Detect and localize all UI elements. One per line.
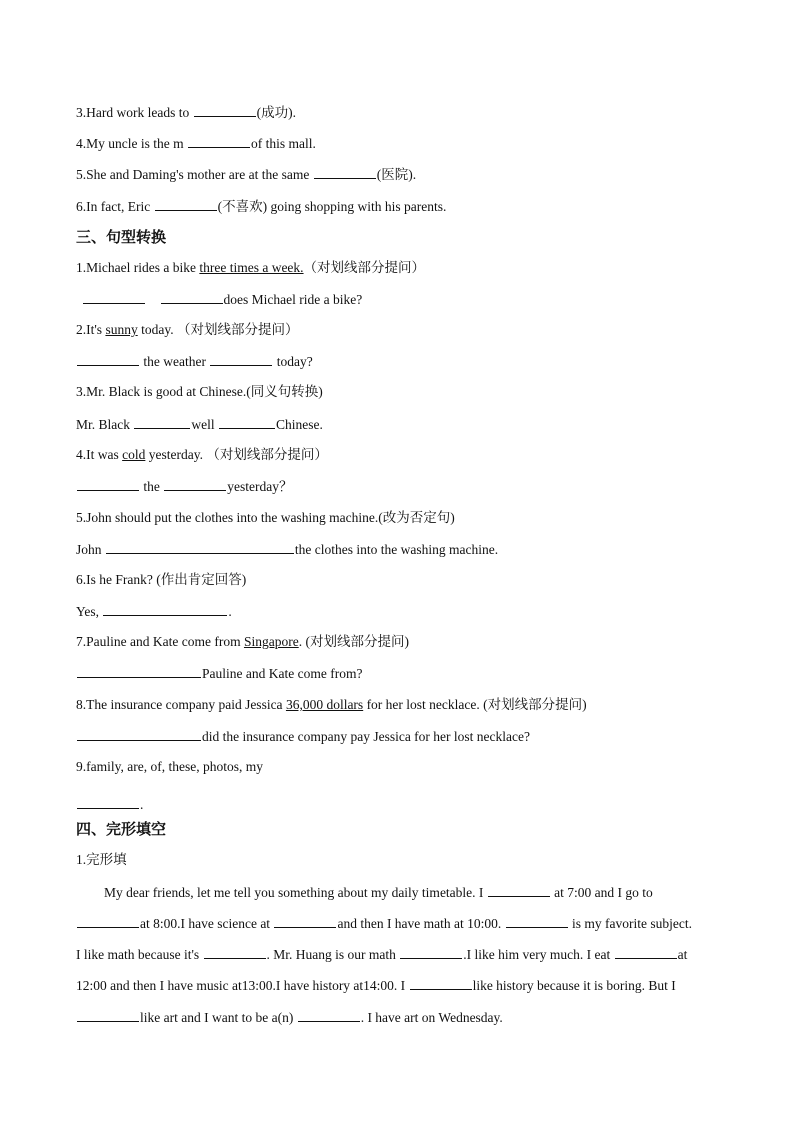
question-text: 4.It was [76, 447, 123, 462]
question-text: going shopping with his parents. [267, 199, 447, 214]
answer-blank[interactable] [106, 540, 294, 554]
question-text: 6.In fact, Eric [76, 199, 154, 214]
cloze-blank[interactable] [77, 1008, 139, 1022]
cloze-blank[interactable] [298, 1008, 360, 1022]
cloze-text: . Mr. Huang is our math [266, 947, 400, 962]
question-text: 2.It's [76, 322, 106, 337]
cloze-line-1 [104, 883, 653, 902]
s3-answer-1 [82, 290, 362, 309]
s3-question-6: 6.Is he Frank? (作出肯定回答) [76, 572, 247, 587]
s3-question-9: 9.family, are, of, these, photos, my [76, 759, 263, 774]
question-text: 5.She and Daming's mother are at the same [76, 167, 313, 182]
s3-question-8 [76, 696, 587, 714]
answer-blank[interactable] [77, 727, 201, 741]
answer-blank[interactable] [188, 134, 250, 148]
question-5 [76, 165, 416, 184]
cloze-text: 12:00 and then I have music at13:00.I have history at14:00. I [76, 978, 409, 993]
answer-text: did the insurance company pay Jessica for her lost necklace? [202, 729, 530, 744]
answer-text: Mr. Black [76, 417, 134, 432]
underlined-text: sunny [105, 322, 138, 337]
instruction-text: for her lost necklace. (对划线部分提问) [363, 697, 587, 712]
answer-blank[interactable] [314, 165, 376, 179]
instruction-text: . (对划线部分提问) [298, 634, 409, 649]
s3-answer-4 [76, 477, 292, 496]
cloze-blank[interactable] [506, 914, 568, 928]
instruction-text: yesterday. （对划线部分提问） [145, 447, 328, 462]
instruction-text: （对划线部分提问） [303, 260, 426, 275]
hint-text: (医院). [376, 167, 417, 182]
answer-text: does Michael ride a bike? [223, 292, 363, 307]
answer-blank[interactable] [83, 290, 145, 304]
question-text: 1.Michael rides a bike [76, 260, 200, 275]
question-3 [76, 103, 296, 122]
s3-question-7 [76, 633, 409, 651]
answer-blank[interactable] [161, 290, 223, 304]
instruction-text: today. （对划线部分提问） [137, 322, 299, 337]
answer-text: Yes, [76, 604, 103, 619]
section-3-title: 三、句型转换 [76, 228, 167, 246]
cloze-text: like art and I want to be a(n) [140, 1010, 297, 1025]
answer-blank[interactable] [77, 352, 139, 366]
cloze-text: I like math because it's [76, 947, 203, 962]
underlined-text: three times a week. [199, 260, 304, 275]
answer-blank[interactable] [134, 415, 190, 429]
section-4-title: 四、完形填空 [76, 820, 167, 838]
question-6 [76, 197, 446, 216]
answer-blank[interactable] [155, 197, 217, 211]
s3-answer-9 [76, 795, 143, 814]
answer-text: John [76, 542, 105, 557]
hint-text: (成功). [256, 105, 296, 120]
cloze-text: at 7:00 and I go to [550, 885, 653, 900]
answer-blank[interactable] [77, 477, 139, 491]
answer-blank[interactable] [77, 664, 201, 678]
answer-text: . [140, 797, 144, 812]
answer-blank[interactable] [219, 415, 275, 429]
answer-text: . [228, 604, 232, 619]
s3-answer-3 [76, 415, 323, 434]
cloze-line-2 [76, 914, 724, 933]
underlined-text: cold [122, 447, 146, 462]
answer-text: well [191, 417, 218, 432]
answer-text: the weather [140, 354, 210, 369]
cloze-text: like history because it is boring. But I [472, 978, 676, 993]
answer-text: the clothes into the washing machine. [294, 542, 499, 557]
cloze-text: and then I have math at 10:00. [337, 916, 505, 931]
answer-blank[interactable] [164, 477, 226, 491]
s3-answer-8 [76, 727, 530, 746]
cloze-text: at 8:00.I have science at [140, 916, 274, 931]
underlined-text: Singapore [243, 634, 299, 649]
cloze-text: .I like him very much. I eat [463, 947, 614, 962]
hint-text: (不喜欢) [217, 199, 268, 214]
answer-text: the [140, 479, 164, 494]
underlined-text: 36,000 dollars [285, 697, 364, 712]
answer-text: Pauline and Kate come from? [202, 666, 363, 681]
cloze-blank[interactable] [410, 976, 472, 990]
question-text: 8.The insurance company paid Jessica [76, 697, 286, 712]
question-text: of this mall. [251, 136, 316, 151]
cloze-text: is my favorite subject. [568, 916, 693, 931]
cloze-blank[interactable] [400, 945, 462, 959]
s3-answer-6 [76, 602, 232, 621]
answer-text: Chinese. [276, 417, 323, 432]
cloze-text: at [677, 947, 688, 962]
s3-question-1 [76, 259, 425, 277]
cloze-blank[interactable] [274, 914, 336, 928]
answer-blank[interactable] [210, 352, 272, 366]
answer-text: yesterday？ [227, 479, 293, 494]
cloze-blank[interactable] [488, 883, 550, 897]
question-text: 7.Pauline and Kate come from [76, 634, 244, 649]
question-text: 3.Hard work leads to [76, 105, 193, 120]
answer-blank[interactable] [77, 795, 139, 809]
s3-answer-2 [76, 352, 313, 371]
cloze-line-5 [76, 1008, 503, 1027]
s3-answer-7 [76, 664, 362, 683]
cloze-blank[interactable] [204, 945, 266, 959]
section-4-subtitle: 1.完形填 [76, 852, 127, 867]
question-text: 4.My uncle is the m [76, 136, 187, 151]
answer-blank[interactable] [103, 602, 227, 616]
cloze-line-3 [76, 945, 687, 964]
cloze-blank[interactable] [615, 945, 677, 959]
cloze-line-4 [76, 976, 676, 995]
cloze-text: . I have art on Wednesday. [360, 1010, 503, 1025]
s3-question-5: 5.John should put the clothes into the washing machine.(改为否定句) [76, 510, 455, 525]
s3-question-3: 3.Mr. Black is good at Chinese.(同义句转换) [76, 384, 323, 399]
s3-question-4 [76, 446, 328, 464]
question-4 [76, 134, 316, 153]
answer-text: today? [273, 354, 313, 369]
cloze-text: My dear friends, let me tell you something about my daily timetable. I [104, 885, 487, 900]
s3-question-2 [76, 321, 298, 339]
answer-blank[interactable] [194, 103, 256, 117]
s3-answer-5 [76, 540, 498, 559]
cloze-blank[interactable] [77, 914, 139, 928]
